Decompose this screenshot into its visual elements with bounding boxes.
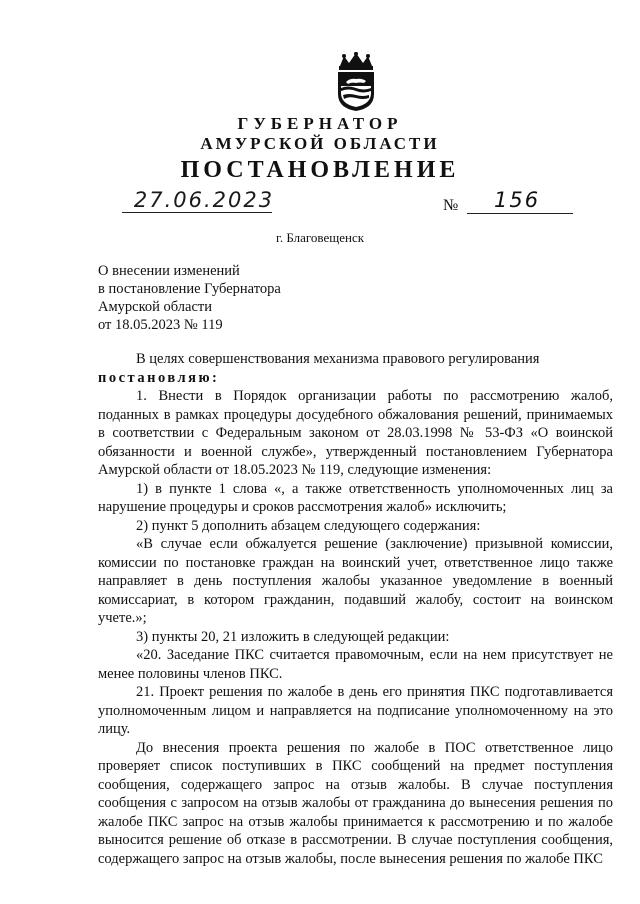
body-paragraph: 3) пункты 20, 21 изложить в следующей редакции: [136,628,450,645]
document-number: 156 [494,188,541,212]
document-subject [98,262,398,334]
document-body [98,350,613,868]
subject-line: О внесении изменений [98,263,240,279]
body-paragraph: 21. Проект решения по жалобе в день его принятия ПКС подготавливается уполномоченным лицом и направляется на подписание уполномоченному на это лицу. [98,684,613,737]
subject-line: Амурской области [98,299,212,315]
intro-paragraph: В целях совершенствования механизма правового регулирования [136,351,540,367]
decree-word-text: постановляю: [98,369,220,386]
document-date: 27.06.2023 [133,188,275,212]
coat-of-arms-icon [334,52,378,112]
date-underline [122,212,272,213]
number-sign: № [443,197,459,214]
body-paragraph: 1. Внести в Порядок организации работы по рассмотрению жалоб, поданных в рамках процедуры досудебного обжалования решений, принимаемых в соответствии с Федеральным законом от 28.03.1998 № 53-ФЗ «О воинской обязанности и военной службе», утвержденный постановлением Губернатора Амурской области от 18.05.2023 № 119, следующие изменения: [98,388,613,478]
region-title: АМУРСКОЙ ОБЛАСТИ [200,134,440,153]
decree-word [98,369,613,388]
subject-line: от 18.05.2023 № 119 [98,317,223,333]
city-name: г. Благовещенск [275,230,365,245]
document-type-title: ПОСТАНОВЛЕНИЕ [180,157,460,183]
body-paragraph: 1) в пункте 1 слова «, а также ответственность уполномоченных лиц за нарушение процедуры и сроков рассмотрения жалоб» исключить; [98,480,613,515]
number-underline [467,213,573,214]
body-paragraph: «В случае если обжалуется решение (заключение) призывной комиссии, комиссии по постановке граждан на воинский учет, ответственное лицо также направляет в день поступления жалобы указанное уведомление в военный комиссариат, в котором гражданин, подавший жалобу, состоит на воинском учете.»; [98,536,613,626]
body-paragraph: До внесения проекта решения по жалобе в ПОС ответственное лицо проверяет список поступивших в ПКС сообщений на предмет поступления сообщения, содержащего запрос на отзыв жалобы. В случае поступления сообщения с запросом на отзыв жалобы от гражданина до вынесения решения по жалобе ПКС запрос на отзыв жалобы принимается к рассмотрению и по жалобе выносится решение об отказе в рассмотрении. В случае поступления сообщения, содержащего запрос на отзыв жалобы, после вынесения решения по жалобе ПКС [98,739,613,867]
body-paragraph: «20. Заседание ПКС считается правомочным, если на нем присутствует не менее половины членов ПКС. [98,647,613,682]
body-paragraph: 2) пункт 5 дополнить абзацем следующего содержания: [136,517,481,534]
governor-title: ГУБЕРНАТОР [237,114,403,133]
subject-line: в постановление Губернатора [98,281,281,297]
